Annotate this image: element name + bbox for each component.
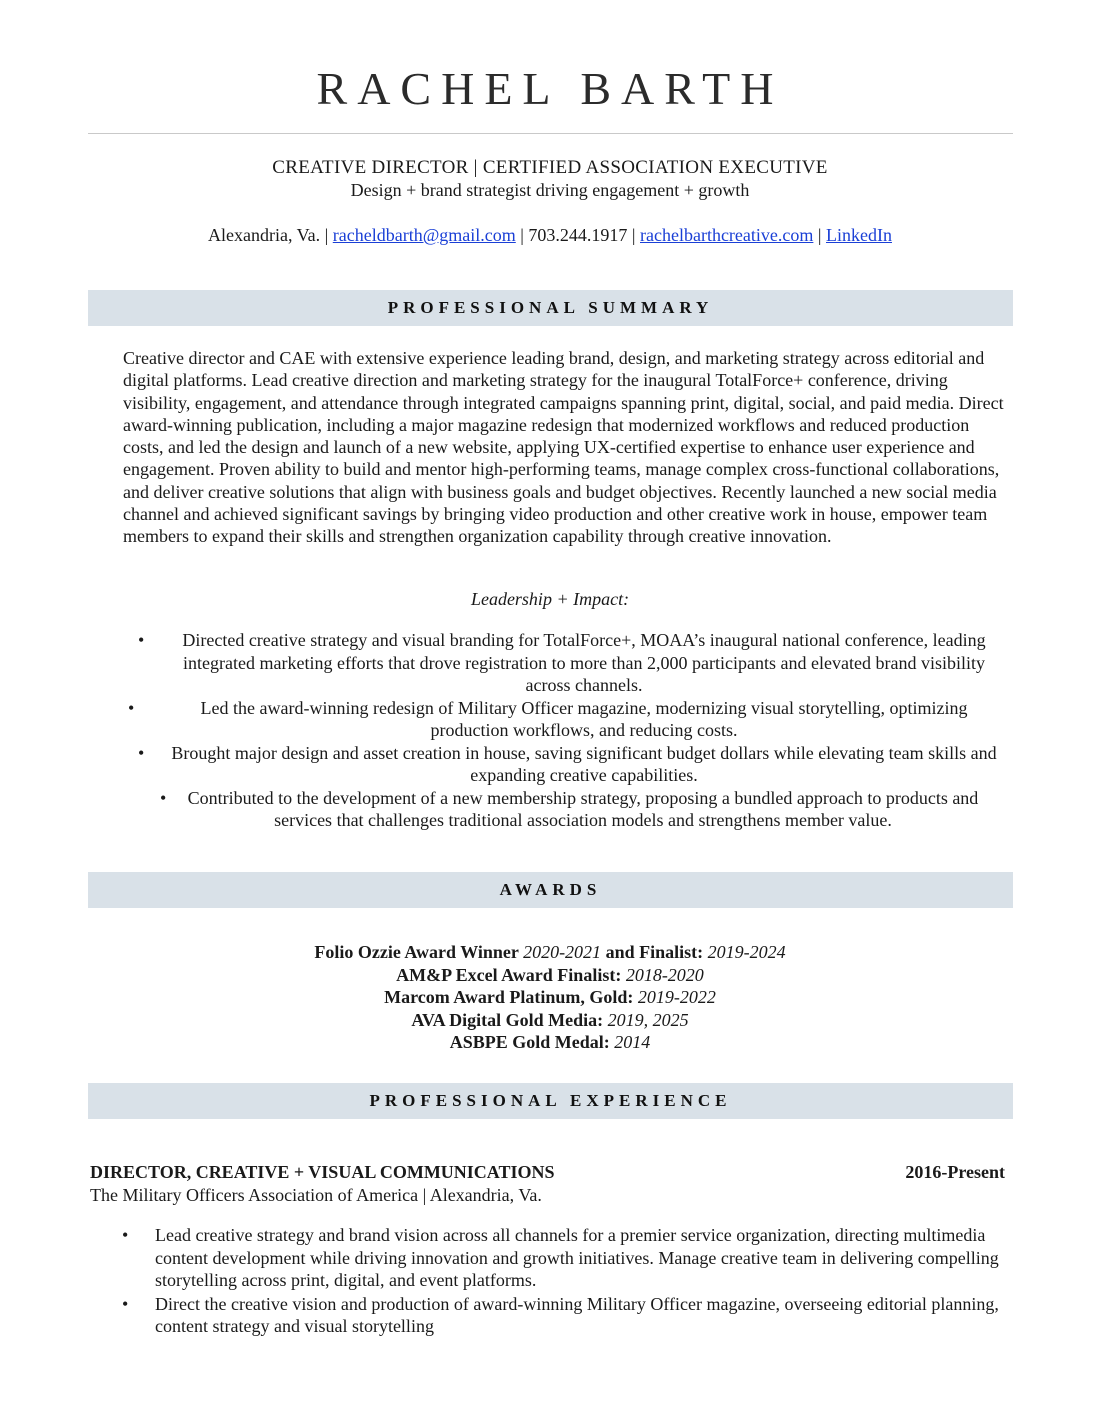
award-item (0, 964, 1100, 987)
list-item (120, 629, 1020, 697)
job-bullets (122, 1224, 1015, 1339)
email-link[interactable]: racheldbarth@gmail.com (332, 225, 516, 245)
award-item (0, 1009, 1100, 1032)
website-link[interactable]: rachelbarthcreative.com (640, 225, 814, 245)
list-item-text: Brought major design and asset creation in house, saving significant budget dollars while elevating team skills and expanding creative capabilities. (171, 742, 997, 785)
contact-separator: | (627, 225, 640, 245)
contact-separator: | (320, 225, 333, 245)
list-item-text: Contributed to the development of a new membership strategy, proposing a bundled approach to products and services that challenges traditional association models and strengthens member value. (187, 787, 979, 830)
bullet-icon: • (122, 1293, 129, 1314)
headline: CREATIVE DIRECTOR | CERTIFIED ASSOCIATION EXECUTIVE (272, 157, 828, 178)
award-name: Folio Ozzie Award Winner (314, 942, 524, 962)
award-extra-years: 2019-2024 (707, 942, 786, 962)
list-item-text: Led the award-winning redesign of Military Officer magazine, modernizing visual storytelling, optimizing production workflows, and reducing costs. (200, 697, 968, 740)
award-name: AVA Digital Gold Media: (411, 1009, 608, 1030)
header-divider (88, 133, 1013, 134)
award-name: Marcom Award Platinum, Gold: (384, 987, 638, 1007)
impact-subheading: Leadership + Impact: (470, 589, 630, 609)
bullet-icon: • (138, 630, 145, 650)
phone-number: 703.244.1917 (528, 225, 628, 245)
awards-heading: AWARDS (88, 872, 1013, 908)
award-item (0, 986, 1100, 1009)
bullet-icon: • (128, 697, 135, 718)
award-item (0, 1031, 1100, 1054)
impact-list (120, 629, 1020, 832)
award-years: 2014 (614, 1032, 651, 1052)
contact-line (0, 225, 1100, 246)
list-item-text: Direct the creative vision and production of award-winning Military Officer magazine, overseeing editorial planning, content strategy and visual storytelling (155, 1293, 999, 1336)
experience-heading: PROFESSIONAL EXPERIENCE (88, 1083, 1013, 1119)
list-item (120, 787, 1020, 832)
list-item (120, 742, 1020, 787)
contact-separator: | (813, 225, 826, 245)
bullet-icon: • (122, 1225, 129, 1245)
list-item (122, 1293, 1015, 1338)
list-item-text: Directed creative strategy and visual branding for TotalForce+, MOAA’s inaugural national conference, leading integrated marketing efforts that drove registration to more than 2,000 participants and elevated brand visibility across channels. (182, 630, 986, 695)
summary-text: Creative director and CAE with extensive experience leading brand, design, and marketing strategy across editorial and digital platforms. Lead creative direction and marketing strategy for the inaugural TotalForce+ conference, driving visibility, engagement, and attendance through integrated campaigns spanning print, digital, social, and paid media. Direct award-winning publication, including a major magazine redesign that modernized workflows and reduced production costs, and led the design and launch of a new website, applying UX-certified expertise to enhance user experience and engagement. Proven ability to build and mentor high-performing teams, manage complex cross-functional collaborations, and deliver creative solutions that align with business goals and budget objectives. Recently launched a new social media channel and achieved significant savings by bringing video production and other creative work in house, empower team members to expand their skills and strengthen organization capability through creative innovation. (123, 348, 1004, 547)
award-years: 2020-2021 (523, 942, 602, 962)
job-dates: 2016-Present (905, 1162, 1005, 1182)
award-years: 2019, 2025 (607, 1009, 689, 1030)
candidate-name: RACHEL BARTH (316, 63, 784, 114)
bullet-icon: • (160, 787, 167, 808)
linkedin-link[interactable]: LinkedIn (826, 225, 892, 245)
award-years: 2018-2020 (625, 964, 704, 985)
list-item-text: Lead creative strategy and brand vision across all channels for a premier service organization, directing multimedia content development while driving innovation and growth initiatives. Manage creative team in delivering compelling storytelling across print, digital, and event platforms. (155, 1225, 999, 1290)
job-organization: The Military Officers Association of America | Alexandria, Va. (90, 1185, 542, 1205)
award-item (0, 941, 1100, 964)
location: Alexandria, Va. (208, 225, 321, 245)
award-years: 2019-2022 (637, 987, 716, 1007)
tagline: Design + brand strategist driving engagement + growth (350, 180, 750, 200)
list-item (120, 697, 1020, 742)
award-name: ASBPE Gold Medal: (449, 1032, 615, 1052)
award-name: AM&P Excel Award Finalist: (396, 964, 626, 985)
list-item (122, 1224, 1015, 1292)
contact-separator: | (515, 225, 529, 245)
job-title: DIRECTOR, CREATIVE + VISUAL COMMUNICATIONS (90, 1162, 555, 1182)
bullet-icon: • (138, 742, 145, 763)
summary-heading: PROFESSIONAL SUMMARY (88, 290, 1013, 326)
award-extra-label: and Finalist: (601, 942, 708, 962)
awards-list (0, 941, 1100, 1054)
